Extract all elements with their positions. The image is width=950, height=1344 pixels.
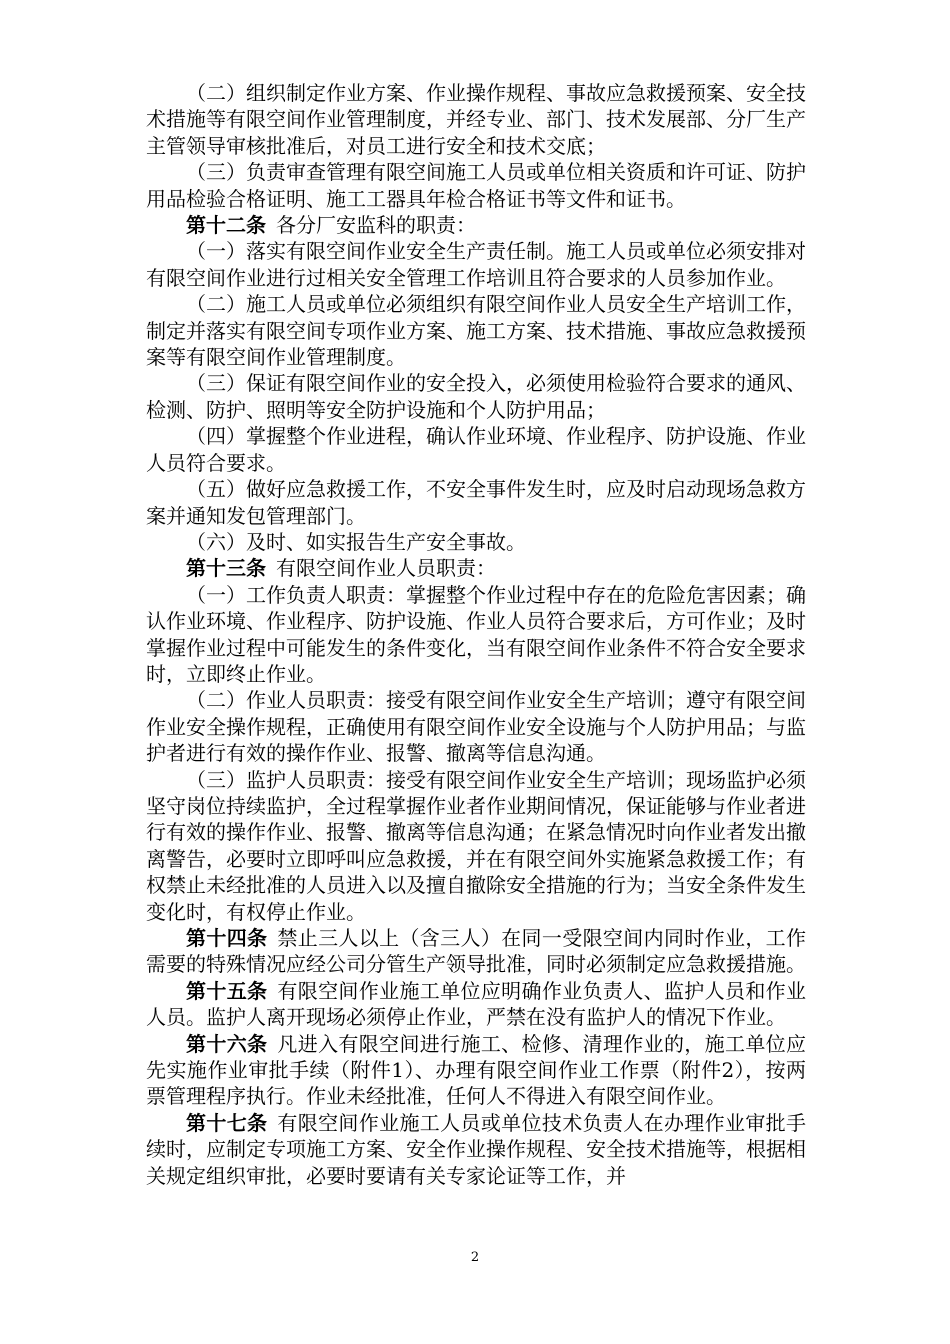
- article-heading: 第十六条: [186, 1031, 268, 1056]
- paragraph-text: （三）监护人员职责：接受有限空间作业安全生产培训；现场监护必须坚守岗位持续监护，全过程掌握作业者作业期间情况，保证能够与作业者进行有效的操作作业、报警、撤离等信息沟通；在紧急情况时向作业者发出撤离警告，必要时立即呼叫应急救援，并在有限空间外实施紧急救援工作；有权禁止未经批准的人员进入以及擅自撤除安全措施的行为；当安全条件发生变化时，有权停止作业。: [146, 767, 806, 924]
- paragraph-text: （二）作业人员职责：接受有限空间作业安全生产培训；遵守有限空间作业安全操作规程，正确使用有限空间作业安全设施与个人防护用品；与监护者进行有效的操作作业、报警、撤离等信息沟通。: [146, 688, 806, 766]
- paragraph-text: （二）施工人员或单位必须组织有限空间作业人员安全生产培训工作，制定并落实有限空间专项作业方案、施工方案、技术措施、事故应急救援预案等有限空间作业管理制度。: [146, 292, 806, 370]
- paragraph: [146, 1110, 806, 1189]
- page-number: 2: [470, 1250, 480, 1265]
- paragraph-text: 有限空间作业施工人员或单位技术负责人在办理作业审批手续时，应制定专项施工方案、安全作业操作规程、安全技术措施等，根据相关规定组织审批，必要时要请有关专家论证等工作，并: [146, 1110, 807, 1188]
- article-heading: 第十四条: [186, 926, 268, 950]
- paragraph: [146, 370, 806, 423]
- paragraph: [146, 238, 806, 291]
- paragraph: [146, 1031, 806, 1110]
- document-body: [146, 80, 806, 1189]
- paragraph-text: 禁止三人以上（含三人）在同一受限空间内同时作业，工作需要的特殊情况应经公司分管生产领导批准，同时必须制定应急救援措施。: [146, 926, 807, 977]
- paragraph: [146, 291, 806, 370]
- paragraph: [146, 687, 806, 766]
- paragraph-text: （三）保证有限空间作业的安全投入，必须使用检验符合要求的通风、检测、防护、照明等安全防护设施和个人防护用品；: [146, 371, 806, 422]
- paragraph: [146, 423, 806, 476]
- paragraph-text: （一）工作负责人职责：掌握整个作业过程中存在的危险危害因素；确认作业环境、作业程序、防护设施、作业人员符合要求后，方可作业；及时掌握作业过程中可能发生的条件变化，当有限空间作业条件不符合安全要求时，立即终止作业。: [146, 582, 806, 686]
- paragraph-text: 各分厂安监科的职责：: [276, 213, 476, 238]
- paragraph: [146, 212, 806, 238]
- paragraph-text: （二）组织制定作业方案、作业操作规程、事故应急救援预案、安全技术措施等有限空间作业管理制度，并经专业、部门、技术发展部、分厂生产主管领导审核批准后，对员工进行安全和技术交底；: [146, 81, 806, 158]
- paragraph: [146, 555, 806, 581]
- article-heading: 第十三条: [186, 556, 266, 581]
- paragraph: [146, 582, 806, 688]
- paragraph-text: （一）落实有限空间作业安全生产责任制。施工人员或单位必须安排对有限空间作业进行过相关安全管理工作培训且符合要求的人员参加作业。: [146, 239, 806, 290]
- paragraph-text: （五）做好应急救援工作，不安全事件发生时，应及时启动现场急救方案并通知发包管理部门。: [146, 477, 806, 528]
- paragraph: [146, 529, 806, 555]
- paragraph: [146, 925, 806, 978]
- article-heading: 第十二条: [186, 213, 266, 238]
- paragraph: [146, 80, 806, 159]
- paragraph-text: 凡进入有限空间进行施工、检修、清理作业的，施工单位应先实施作业审批手续（附件1）、办理有限空间作业工作票（附件2），按两票管理程序执行。作业未经批准，任何人不得进入有限空间作业。: [146, 1031, 807, 1109]
- paragraph-text: 有限空间作业施工单位应明确作业负责人、监护人员和作业人员。监护人离开现场必须停止作业，严禁在没有监护人的情况下作业。: [146, 978, 807, 1030]
- article-heading: 第十五条: [186, 978, 268, 1003]
- paragraph: [146, 767, 806, 925]
- paragraph: [146, 159, 806, 212]
- article-heading: 第十七条: [186, 1110, 268, 1135]
- paragraph-text: （六）及时、如实报告生产安全事故。: [186, 529, 526, 554]
- paragraph-text: （三）负责审查管理有限空间施工人员或单位相关资质和许可证、防护用品检验合格证明、施工工器具年检合格证书等文件和证书。: [146, 160, 806, 211]
- paragraph-text: （四）掌握整个作业进程，确认作业环境、作业程序、防护设施、作业人员符合要求。: [146, 424, 806, 475]
- paragraph-text: 有限空间作业人员职责：: [276, 556, 496, 581]
- paragraph: [146, 476, 806, 529]
- paragraph: [146, 978, 806, 1031]
